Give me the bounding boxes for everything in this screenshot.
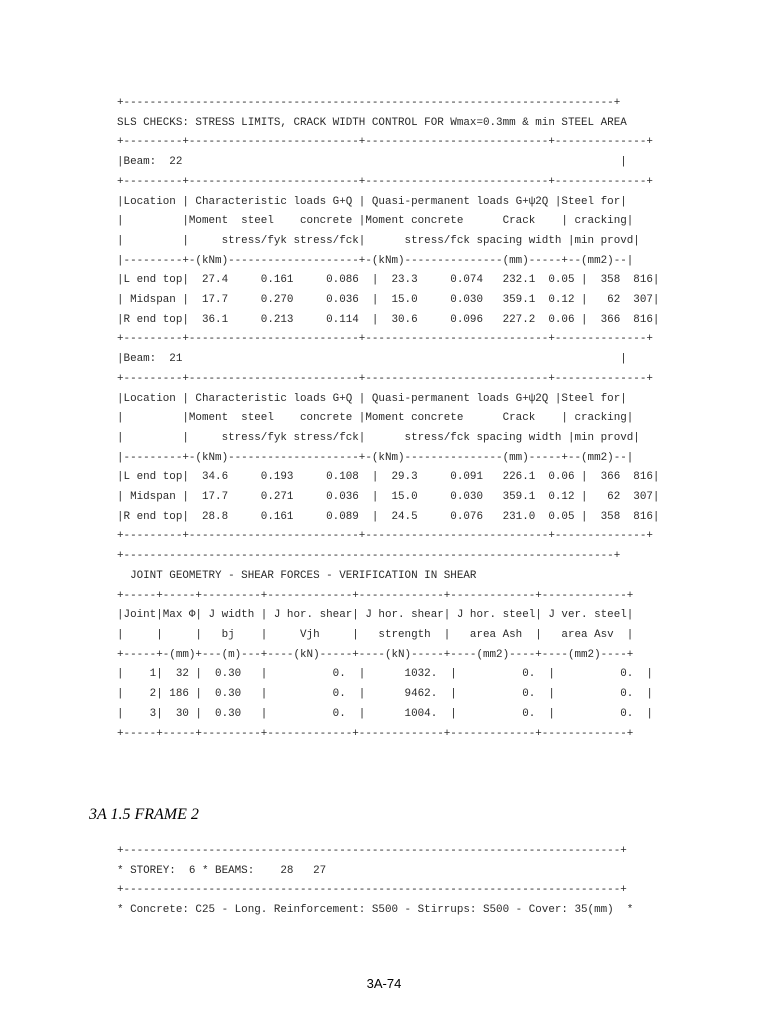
text-line: * STOREY: 6 * BEAMS: 28 27 [117, 864, 327, 877]
text-line: | Midspan | 17.7 0.270 0.036 | 15.0 0.030 359.1 0.12 | 62 307| [117, 294, 660, 307]
text-line: |L end top| 34.6 0.193 0.108 | 29.3 0.091 226.1 0.06 | 366 816| [117, 471, 660, 484]
text-line: JOINT GEOMETRY - SHEAR FORCES - VERIFICATION IN SHEAR [117, 569, 477, 582]
text-line: |---------+-(kNm)--------------------+-(kNm)---------------(mm)-----+--(mm2)--| [117, 254, 634, 267]
text-line: |Location | Characteristic loads G+Q | Quasi-permanent loads G+ψ2Q |Steel for| [117, 195, 627, 208]
text-line: +---------+--------------------------+----------------------------+--------------+ [117, 175, 653, 188]
text-line: |---------+-(kNm)--------------------+-(kNm)---------------(mm)-----+--(mm2)--| [117, 451, 634, 464]
text-line: +---------+--------------------------+----------------------------+--------------+ [117, 372, 653, 385]
text-line: |Beam: 21 | [117, 353, 627, 366]
text-line: |Joint|Max Φ| J width | J hor. shear| J hor. shear| J hor. steel| J ver. steel| [117, 609, 634, 622]
text-line: +---------------------------------------------------------------------------+ [117, 550, 621, 563]
text-line: | | | bj | Vjh | strength | area Ash | area Asv | [117, 628, 634, 641]
text-line: |Location | Characteristic loads G+Q | Quasi-permanent loads G+ψ2Q |Steel for| [117, 392, 627, 405]
text-line: +---------+--------------------------+----------------------------+--------------+ [117, 530, 653, 543]
text-line: +---------+--------------------------+----------------------------+--------------+ [117, 136, 653, 149]
text-line: | 1| 32 | 0.30 | 0. | 1032. | 0. | 0. | [117, 668, 653, 681]
section-heading: 3A 1.5 FRAME 2 [89, 806, 199, 823]
text-line: +-----+-----+---------+-------------+-------------+-------------+-------------+ [117, 727, 634, 740]
text-line: SLS CHECKS: STRESS LIMITS, CRACK WIDTH CONTROL FOR Wmax=0.3mm & min STEEL AREA [117, 116, 627, 129]
text-line: +-----+-(mm)+---(m)---+----(kN)-----+----(kN)-----+----(mm2)----+----(mm2)----+ [117, 648, 634, 661]
text-line: | Midspan | 17.7 0.271 0.036 | 15.0 0.030 359.1 0.12 | 62 307| [117, 491, 660, 504]
text-line: | 3| 30 | 0.30 | 0. | 1004. | 0. | 0. | [117, 707, 653, 720]
text-line: |Beam: 22 | [117, 156, 627, 169]
page-number: 3A-74 [366, 976, 402, 991]
text-line: +-----+-----+---------+-------------+-------------+-------------+-------------+ [117, 589, 634, 602]
text-line: +----------------------------------------------------------------------------+ [117, 845, 627, 857]
frame-storey-block [117, 842, 633, 921]
text-line: |R end top| 28.8 0.161 0.089 | 24.5 0.076 231.0 0.05 | 358 816| [117, 510, 660, 523]
text-line: +---------+--------------------------+----------------------------+--------------+ [117, 333, 653, 346]
text-line: +---------------------------------------------------------------------------+ [117, 97, 621, 109]
text-line: |L end top| 27.4 0.161 0.086 | 23.3 0.074 232.1 0.05 | 358 816| [117, 274, 660, 287]
text-line: | |Moment steel concrete |Moment concrete Crack | cracking| [117, 412, 634, 425]
text-line: | | stress/fyk stress/fck| stress/fck spacing width |min provd| [117, 234, 640, 247]
sls-and-joint-tables [117, 94, 659, 744]
text-line: +----------------------------------------------------------------------------+ [117, 884, 627, 897]
text-line: | 2| 186 | 0.30 | 0. | 9462. | 0. | 0. | [117, 688, 653, 701]
text-line: | | stress/fyk stress/fck| stress/fck spacing width |min provd| [117, 431, 640, 444]
text-line: * Concrete: C25 - Long. Reinforcement: S500 - Stirrups: S500 - Cover: 35(mm) * [117, 904, 634, 917]
text-line: | |Moment steel concrete |Moment concrete Crack | cracking| [117, 215, 634, 228]
text-line: |R end top| 36.1 0.213 0.114 | 30.6 0.096 227.2 0.06 | 366 816| [117, 313, 660, 326]
